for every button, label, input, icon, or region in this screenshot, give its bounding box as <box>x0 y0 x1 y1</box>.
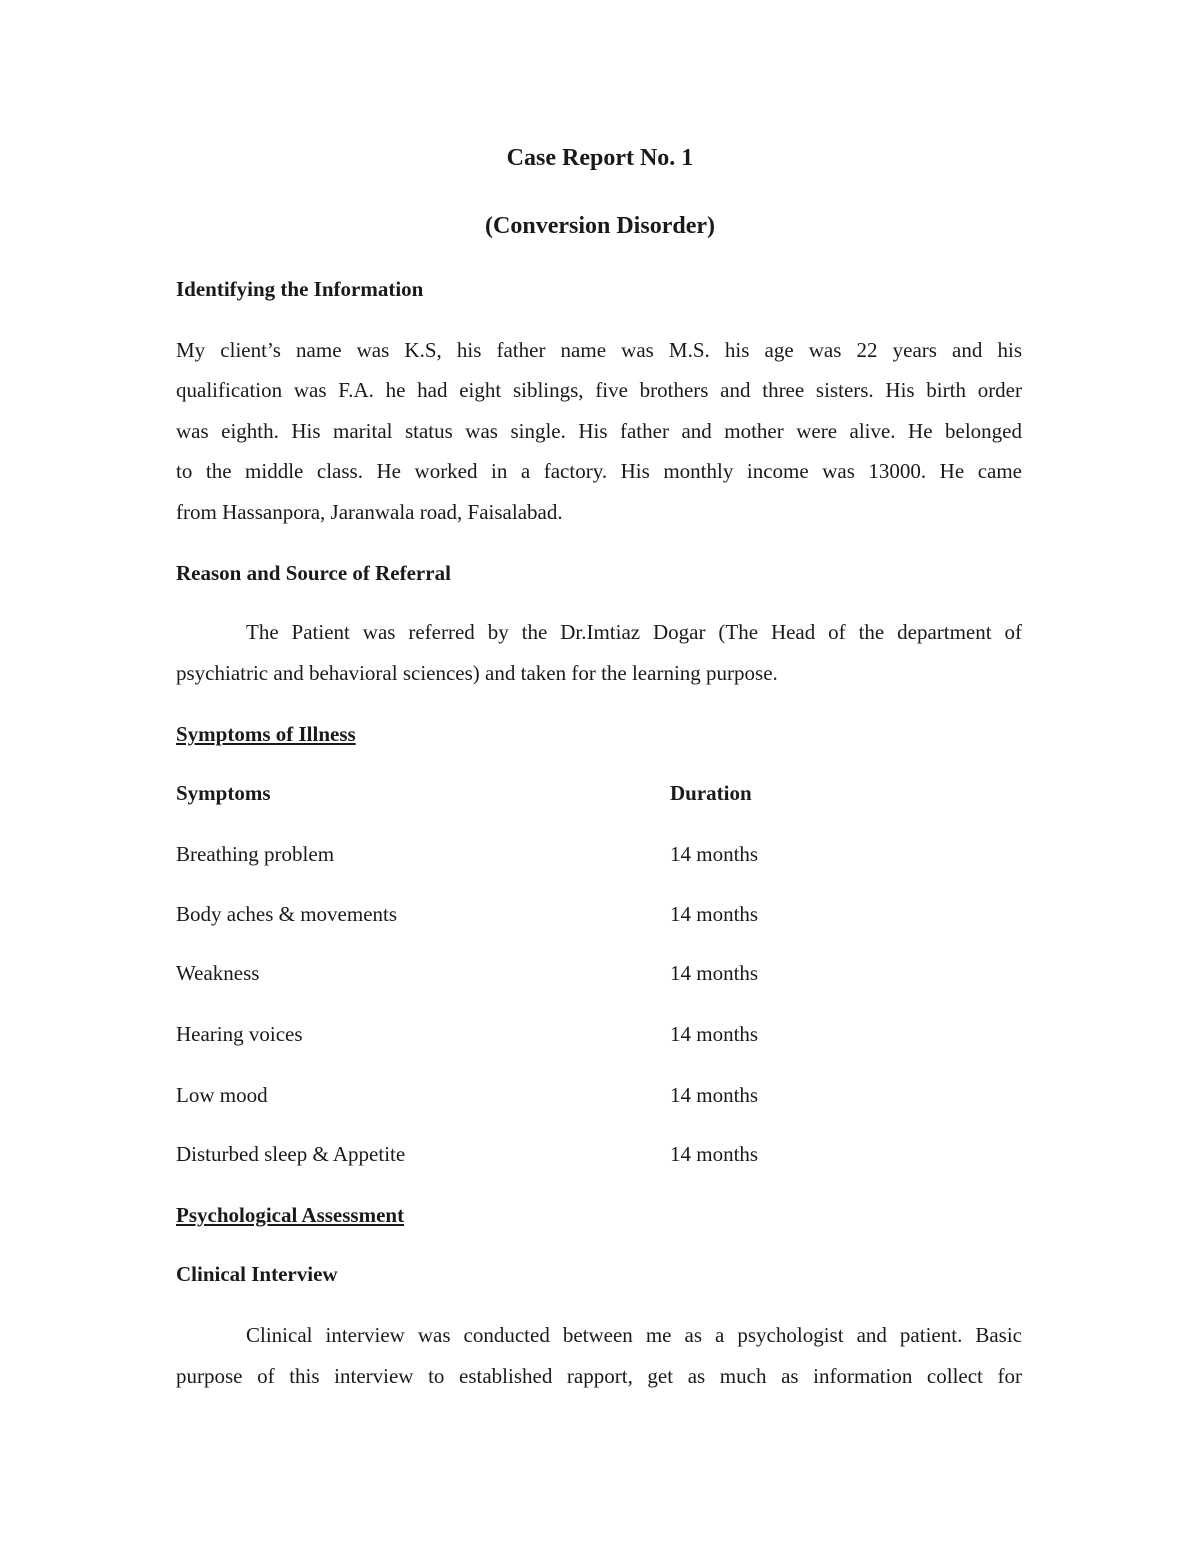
symptom-name: Hearing voices <box>176 1022 303 1046</box>
symptom-duration: 14 months <box>670 902 759 926</box>
section-heading-assessment: Psychological Assessment <box>176 1203 405 1227</box>
column-header-duration: Duration <box>670 781 752 805</box>
document-subtitle: (Conversion Disorder) <box>485 213 715 239</box>
symptom-name: Breathing problem <box>176 842 335 866</box>
symptom-duration: 14 months <box>670 1142 759 1166</box>
document-title: Case Report No. 1 <box>506 145 694 171</box>
subsection-heading-clinical-interview: Clinical Interview <box>176 1262 338 1286</box>
paragraph-line: purpose of this interview to established rapport, get as much as information collect for <box>176 1364 1022 1388</box>
paragraph-line: My client’s name was K.S, his father name was M.S. his age was 22 years and his <box>176 338 1022 362</box>
paragraph-line: qualification was F.A. he had eight siblings, five brothers and three sisters. His birth order <box>176 378 1022 402</box>
symptom-duration: 14 months <box>670 1083 759 1107</box>
symptom-duration: 14 months <box>670 1022 759 1046</box>
paragraph-line: The Patient was referred by the Dr.Imtiaz Dogar (The Head of the department of <box>246 620 1022 644</box>
symptom-name: Body aches & movements <box>176 902 398 926</box>
symptom-name: Low mood <box>176 1083 268 1107</box>
symptom-duration: 14 months <box>670 842 759 866</box>
symptom-duration: 14 months <box>670 961 759 985</box>
symptom-name: Disturbed sleep & Appetite <box>176 1142 406 1166</box>
section-heading-referral: Reason and Source of Referral <box>176 561 451 585</box>
column-header-symptoms: Symptoms <box>176 781 271 805</box>
section-heading-identifying: Identifying the Information <box>176 277 424 301</box>
paragraph-line: from Hassanpora, Jaranwala road, Faisalabad. <box>176 500 563 524</box>
paragraph-line: psychiatric and behavioral sciences) and taken for the learning purpose. <box>176 661 778 685</box>
symptom-name: Weakness <box>176 961 260 985</box>
paragraph-line: to the middle class. He worked in a factory. His monthly income was 13000. He came <box>176 459 1022 483</box>
section-heading-symptoms: Symptoms of Illness <box>176 722 356 746</box>
paragraph-line: Clinical interview was conducted between me as a psychologist and patient. Basic <box>246 1323 1022 1347</box>
paragraph-line: was eighth. His marital status was single. His father and mother were alive. He belonged <box>176 419 1022 443</box>
